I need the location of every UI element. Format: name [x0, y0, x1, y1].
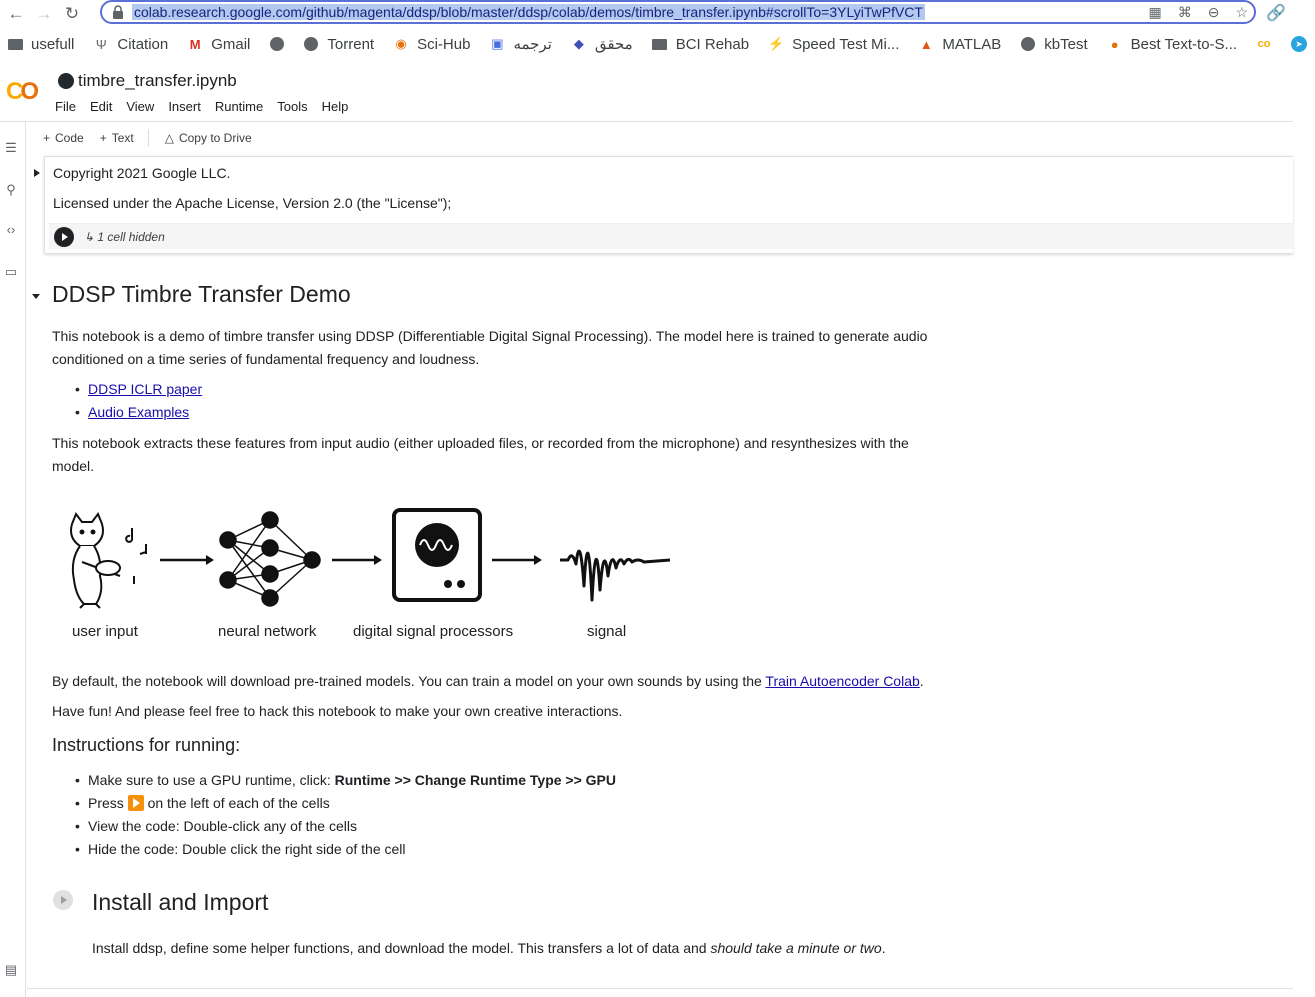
bookmark-telegram[interactable]	[1291, 36, 1315, 52]
bookmark-scihub[interactable]: ◉ Sci-Hub	[393, 36, 470, 53]
list-item: • Make sure to use a GPU runtime, click: Runtime >> Change Runtime Type >> GPU	[75, 769, 616, 792]
notebook-toolbar	[27, 122, 1293, 154]
bookmark-mohaqeq[interactable]: ◆ محقق	[571, 35, 633, 53]
hidden-cells-bar[interactable]	[49, 223, 1294, 249]
scihub-icon: ◉	[395, 36, 407, 51]
collapse-caret-icon[interactable]	[34, 169, 40, 177]
waveform-icon	[560, 551, 670, 600]
url-text[interactable]: colab.research.google.com/github/magenta/ddsp/blob/master/ddsp/colab/demos/timbre_transfer.ipynb#scrollTo=3YLyiTwPfVCT	[134, 4, 923, 20]
bookmark-citation[interactable]: Ψ Citation	[93, 36, 168, 53]
reload-icon[interactable]: ↻	[64, 3, 80, 23]
list-item: • Hide the code: Double click the right side of the cell	[75, 838, 616, 861]
figure-label-dsp: digital signal processors	[353, 623, 514, 640]
colab-header	[0, 62, 1293, 122]
translate-icon: ▣	[491, 36, 504, 51]
github-icon	[58, 73, 74, 89]
list-item: • Press on the left of each of the cells	[75, 792, 616, 815]
bookmark-matlab[interactable]: ▲ MATLAB	[919, 35, 1002, 53]
code-snippets-icon[interactable]: ‹›	[6, 222, 16, 237]
extracts-paragraph: This notebook extracts these features from input audio (either uploaded files, or recorded from the microphone) and resynthesizes with the model.	[52, 435, 909, 474]
folder-icon	[8, 39, 23, 50]
address-bar[interactable]	[100, 0, 1256, 24]
bookmark-star-icon[interactable]: ☆	[1235, 4, 1248, 20]
divider	[27, 988, 1293, 989]
section-title: DDSP Timbre Transfer Demo	[52, 281, 351, 307]
bookmarks-bar	[0, 32, 1303, 56]
globe-icon	[1021, 37, 1035, 51]
list-item	[75, 401, 202, 424]
list-item: • View the code: Double-click any of the cells	[75, 815, 616, 838]
bookmark-usefull[interactable]: usefull	[7, 36, 74, 53]
menu-edit[interactable]: Edit	[89, 99, 113, 114]
bookmark-translate[interactable]: ▣ ترجمه	[491, 36, 552, 53]
pipeline-figure	[60, 500, 680, 650]
toolbar-divider	[148, 129, 149, 147]
bookmark-torrent-2[interactable]: Torrent	[303, 36, 374, 53]
list-item	[75, 378, 202, 401]
copyright-text: Copyright 2021 Google LLC.	[53, 165, 231, 181]
lock-icon	[112, 5, 124, 19]
cat-violin-icon	[71, 514, 146, 608]
menu-runtime[interactable]: Runtime	[214, 99, 264, 114]
link-icon[interactable]: 🔗	[1266, 5, 1286, 22]
plus-icon: +	[43, 131, 51, 145]
tts-icon: ●	[1110, 36, 1119, 52]
globe-icon	[304, 37, 318, 51]
bookmark-speedtest[interactable]: ⚡ Speed Test Mi...	[767, 35, 900, 53]
hidden-cells-label: ↳ 1 cell hidden	[84, 229, 165, 244]
play-button-emoji-icon	[128, 795, 144, 811]
menu-view[interactable]: View	[126, 99, 155, 114]
translate-icon[interactable]: ⌘	[1177, 4, 1192, 20]
globe-icon	[270, 37, 284, 51]
bookmark-gmail[interactable]: M Gmail	[187, 36, 250, 53]
copyright-cell[interactable]	[44, 156, 1293, 254]
intro-paragraph: This notebook is a demo of timbre transfer using DDSP (Differentiable Digital Signal Processing). The model here is trained to generate audio conditioned on a time series of fundamental frequency and loudness.	[52, 328, 928, 367]
bookmark-tts[interactable]: ● Best Text-to-S...	[1107, 36, 1237, 53]
install-description: Install ddsp, define some helper functions, and download the model. This transfers a lot of data and should take a minute or two.	[92, 940, 886, 956]
bookmark-kbtest[interactable]: kbTest	[1020, 36, 1087, 53]
license-text: Licensed under the Apache License, Version 2.0 (the "License");	[53, 195, 452, 211]
neural-network-icon	[220, 512, 320, 606]
links-list	[75, 378, 202, 424]
table-of-contents-icon[interactable]: ☰	[5, 140, 17, 155]
add-code-button[interactable]: + Code	[43, 131, 84, 145]
colab-icon: co	[1257, 38, 1271, 50]
graduation-cap-icon: ◆	[573, 36, 584, 51]
menu-help[interactable]: Help	[321, 99, 349, 114]
gmail-icon: M	[189, 36, 201, 52]
speed-icon: ⚡	[767, 36, 785, 51]
citation-icon: Ψ	[95, 36, 107, 52]
qr-code-icon[interactable]: ▦	[1148, 4, 1162, 20]
search-icon[interactable]: ⚲	[6, 182, 16, 197]
train-autoencoder-link[interactable]: Train Autoencoder Colab	[765, 673, 920, 689]
matlab-icon: ▲	[919, 36, 933, 52]
bookmark-torrent[interactable]	[269, 36, 299, 52]
instructions-heading: Instructions for running:	[52, 735, 241, 755]
figure-label-signal: signal	[587, 623, 627, 640]
default-paragraph: By default, the notebook will download pre-trained models. You can train a model on your own sounds by using the Train Autoencoder Colab.	[52, 673, 924, 689]
folder-icon	[652, 39, 667, 50]
add-text-button[interactable]: + Text	[99, 131, 134, 145]
back-icon[interactable]: ←	[7, 3, 25, 23]
run-section-icon[interactable]	[53, 890, 73, 910]
bookmark-colab[interactable]	[1256, 36, 1280, 52]
files-icon[interactable]: ▭	[4, 264, 18, 279]
dsp-device-icon	[394, 510, 480, 600]
plus-icon: +	[99, 131, 107, 145]
audio-examples-link[interactable]: Audio Examples	[88, 404, 190, 420]
menu-tools[interactable]: Tools	[277, 99, 308, 114]
terminal-icon[interactable]: ▤	[4, 962, 18, 977]
ddsp-paper-link[interactable]: DDSP ICLR paper	[88, 381, 203, 397]
run-cell-icon[interactable]	[54, 227, 74, 247]
have-fun-paragraph: Have fun! And please feel free to hack this notebook to make your own creative interactions.	[52, 703, 623, 719]
menu-insert[interactable]: Insert	[168, 99, 201, 114]
figure-label-user-input: user input	[72, 623, 138, 640]
menu-bar	[55, 99, 348, 114]
notebook-title[interactable]: timbre_transfer.ipynb	[58, 71, 237, 91]
menu-file[interactable]: File	[55, 99, 76, 114]
side-rail	[0, 122, 26, 997]
figure-label-neural-network: neural network	[218, 623, 317, 640]
copy-to-drive-button[interactable]: △ Copy to Drive	[164, 131, 252, 145]
colab-logo[interactable]: CO	[6, 78, 37, 105]
instructions-list	[75, 769, 616, 861]
install-heading: Install and Import	[92, 889, 269, 915]
telegram-icon: ➤	[1291, 36, 1307, 52]
bookmark-bci-rehab[interactable]: BCI Rehab	[652, 36, 749, 53]
zoom-icon[interactable]: ⊖	[1207, 4, 1220, 20]
drive-icon: △	[164, 131, 174, 145]
forward-icon[interactable]: →	[35, 3, 53, 23]
browser-toolbar	[0, 0, 1293, 27]
section-collapse-icon[interactable]	[32, 294, 40, 299]
